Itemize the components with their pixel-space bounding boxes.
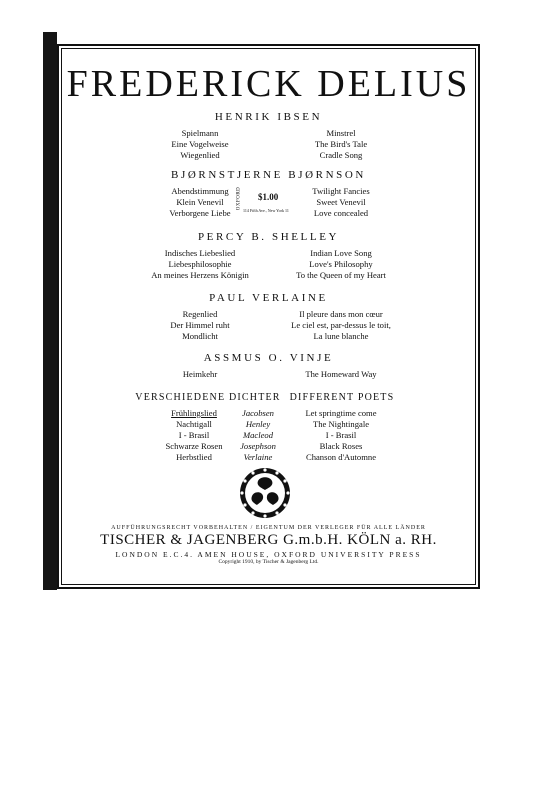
- song-list-en-vinje: [286, 369, 396, 380]
- copyright-line: Copyright 1910, by Tischer & Jagenberg Ltd.: [218, 559, 319, 565]
- song-title: Cradle Song: [319, 150, 363, 160]
- song-title: The Homeward Way: [305, 369, 377, 379]
- song-title: Nachtigall: [176, 419, 212, 429]
- song-title: Minstrel: [326, 128, 356, 138]
- song-list-en-shelley: [276, 248, 406, 281]
- song-list-de-vinje: [145, 369, 255, 380]
- publisher-emblem-icon: [238, 466, 292, 520]
- song-title: Il pleure dans mon cœur: [299, 309, 383, 319]
- song-title: Abendstimmung: [171, 186, 229, 196]
- various-heading-de: VERSCHIEDENE DICHTER: [135, 392, 281, 403]
- poet-heading-bjornson: BJØRNSTJERNE BJØRNSON: [171, 169, 366, 181]
- song-title: Le ciel est, par-dessus le toit,: [291, 320, 391, 330]
- song-title: Twilight Fancies: [312, 186, 370, 196]
- various-authors: [232, 408, 284, 463]
- song-list-de-verlaine: [145, 309, 255, 342]
- song-title: An meines Herzens Königin: [151, 270, 249, 280]
- song-title: Mondlicht: [182, 331, 218, 341]
- author-name: Henley: [245, 419, 271, 429]
- song-title: Indisches Liebeslied: [164, 248, 236, 258]
- song-title: Spielmann: [181, 128, 219, 138]
- song-title: Der Himmel ruht: [170, 320, 230, 330]
- song-title: Schwarze Rosen: [165, 441, 223, 451]
- song-title: Eine Vogelweise: [171, 139, 229, 149]
- song-title: Heimkehr: [182, 369, 218, 379]
- author-name: Jacobsen: [242, 408, 274, 418]
- various-heading-en: DIFFERENT POETS: [289, 392, 395, 403]
- poet-heading-ibsen: HENRIK IBSEN: [214, 111, 323, 123]
- song-title: Love concealed: [313, 208, 369, 218]
- publisher-line: TISCHER & JAGENBERG G.m.b.H. KÖLN a. RH.: [100, 532, 437, 548]
- song-title: Indian Love Song: [310, 248, 372, 258]
- song-title: I - Brasil: [325, 430, 357, 440]
- composer-title: FREDERICK DELIUS: [66, 63, 471, 105]
- author-name: Macleod: [242, 430, 274, 440]
- song-list-en-ibsen: [286, 128, 396, 161]
- song-title: Sweet Venevil: [316, 197, 366, 207]
- song-list-en-bjornson: [286, 186, 396, 219]
- poet-heading-vinje: ASSMUS O. VINJE: [203, 352, 334, 364]
- song-title: Frühlingslied: [171, 408, 217, 418]
- song-title: La lune blanche: [313, 331, 369, 341]
- london-line: LONDON E.C.4. AMEN HOUSE, OXFORD UNIVERSITY PRESS: [115, 550, 422, 559]
- rights-line: AUFFÜHRUNGSRECHT VORBEHALTEN / EIGENTUM DER VERLEGER FÜR ALLE LÄNDER: [111, 525, 426, 531]
- stamp-address: 114 Fifth Ave., New York 11: [243, 208, 289, 213]
- song-title: I - Brasil: [178, 430, 210, 440]
- poet-heading-verlaine: PAUL VERLAINE: [209, 292, 328, 304]
- song-title: Herbstlied: [176, 452, 212, 462]
- publisher-stamp-label: OXFORD: [236, 186, 242, 211]
- price-label: $1.00: [258, 192, 279, 202]
- song-title: Klein Venevil: [176, 197, 224, 207]
- song-title: Chanson d'Automne: [305, 452, 377, 462]
- song-title: Black Roses: [319, 441, 363, 451]
- song-list-en-verlaine: [276, 309, 406, 342]
- song-title: The Nightingale: [312, 419, 370, 429]
- song-list-de-ibsen: [145, 128, 255, 161]
- song-title: Regenlied: [182, 309, 218, 319]
- song-title: Liebesphilosophie: [168, 259, 232, 269]
- song-list-de-shelley: [135, 248, 265, 281]
- various-list-de: [158, 408, 230, 463]
- author-name: Verlaine: [243, 452, 273, 462]
- various-list-en: [286, 408, 396, 463]
- spine-bar: [43, 32, 57, 590]
- author-name: Josephson: [240, 441, 276, 451]
- song-title: Verborgene Liebe: [169, 208, 231, 218]
- song-title: Wiegenlied: [180, 150, 220, 160]
- song-title: To the Queen of my Heart: [296, 270, 386, 280]
- poet-heading-shelley: PERCY B. SHELLEY: [197, 231, 340, 243]
- song-title: The Bird's Tale: [314, 139, 368, 149]
- song-title: Love's Philosophy: [309, 259, 373, 269]
- song-title: Let springtime come: [305, 408, 377, 418]
